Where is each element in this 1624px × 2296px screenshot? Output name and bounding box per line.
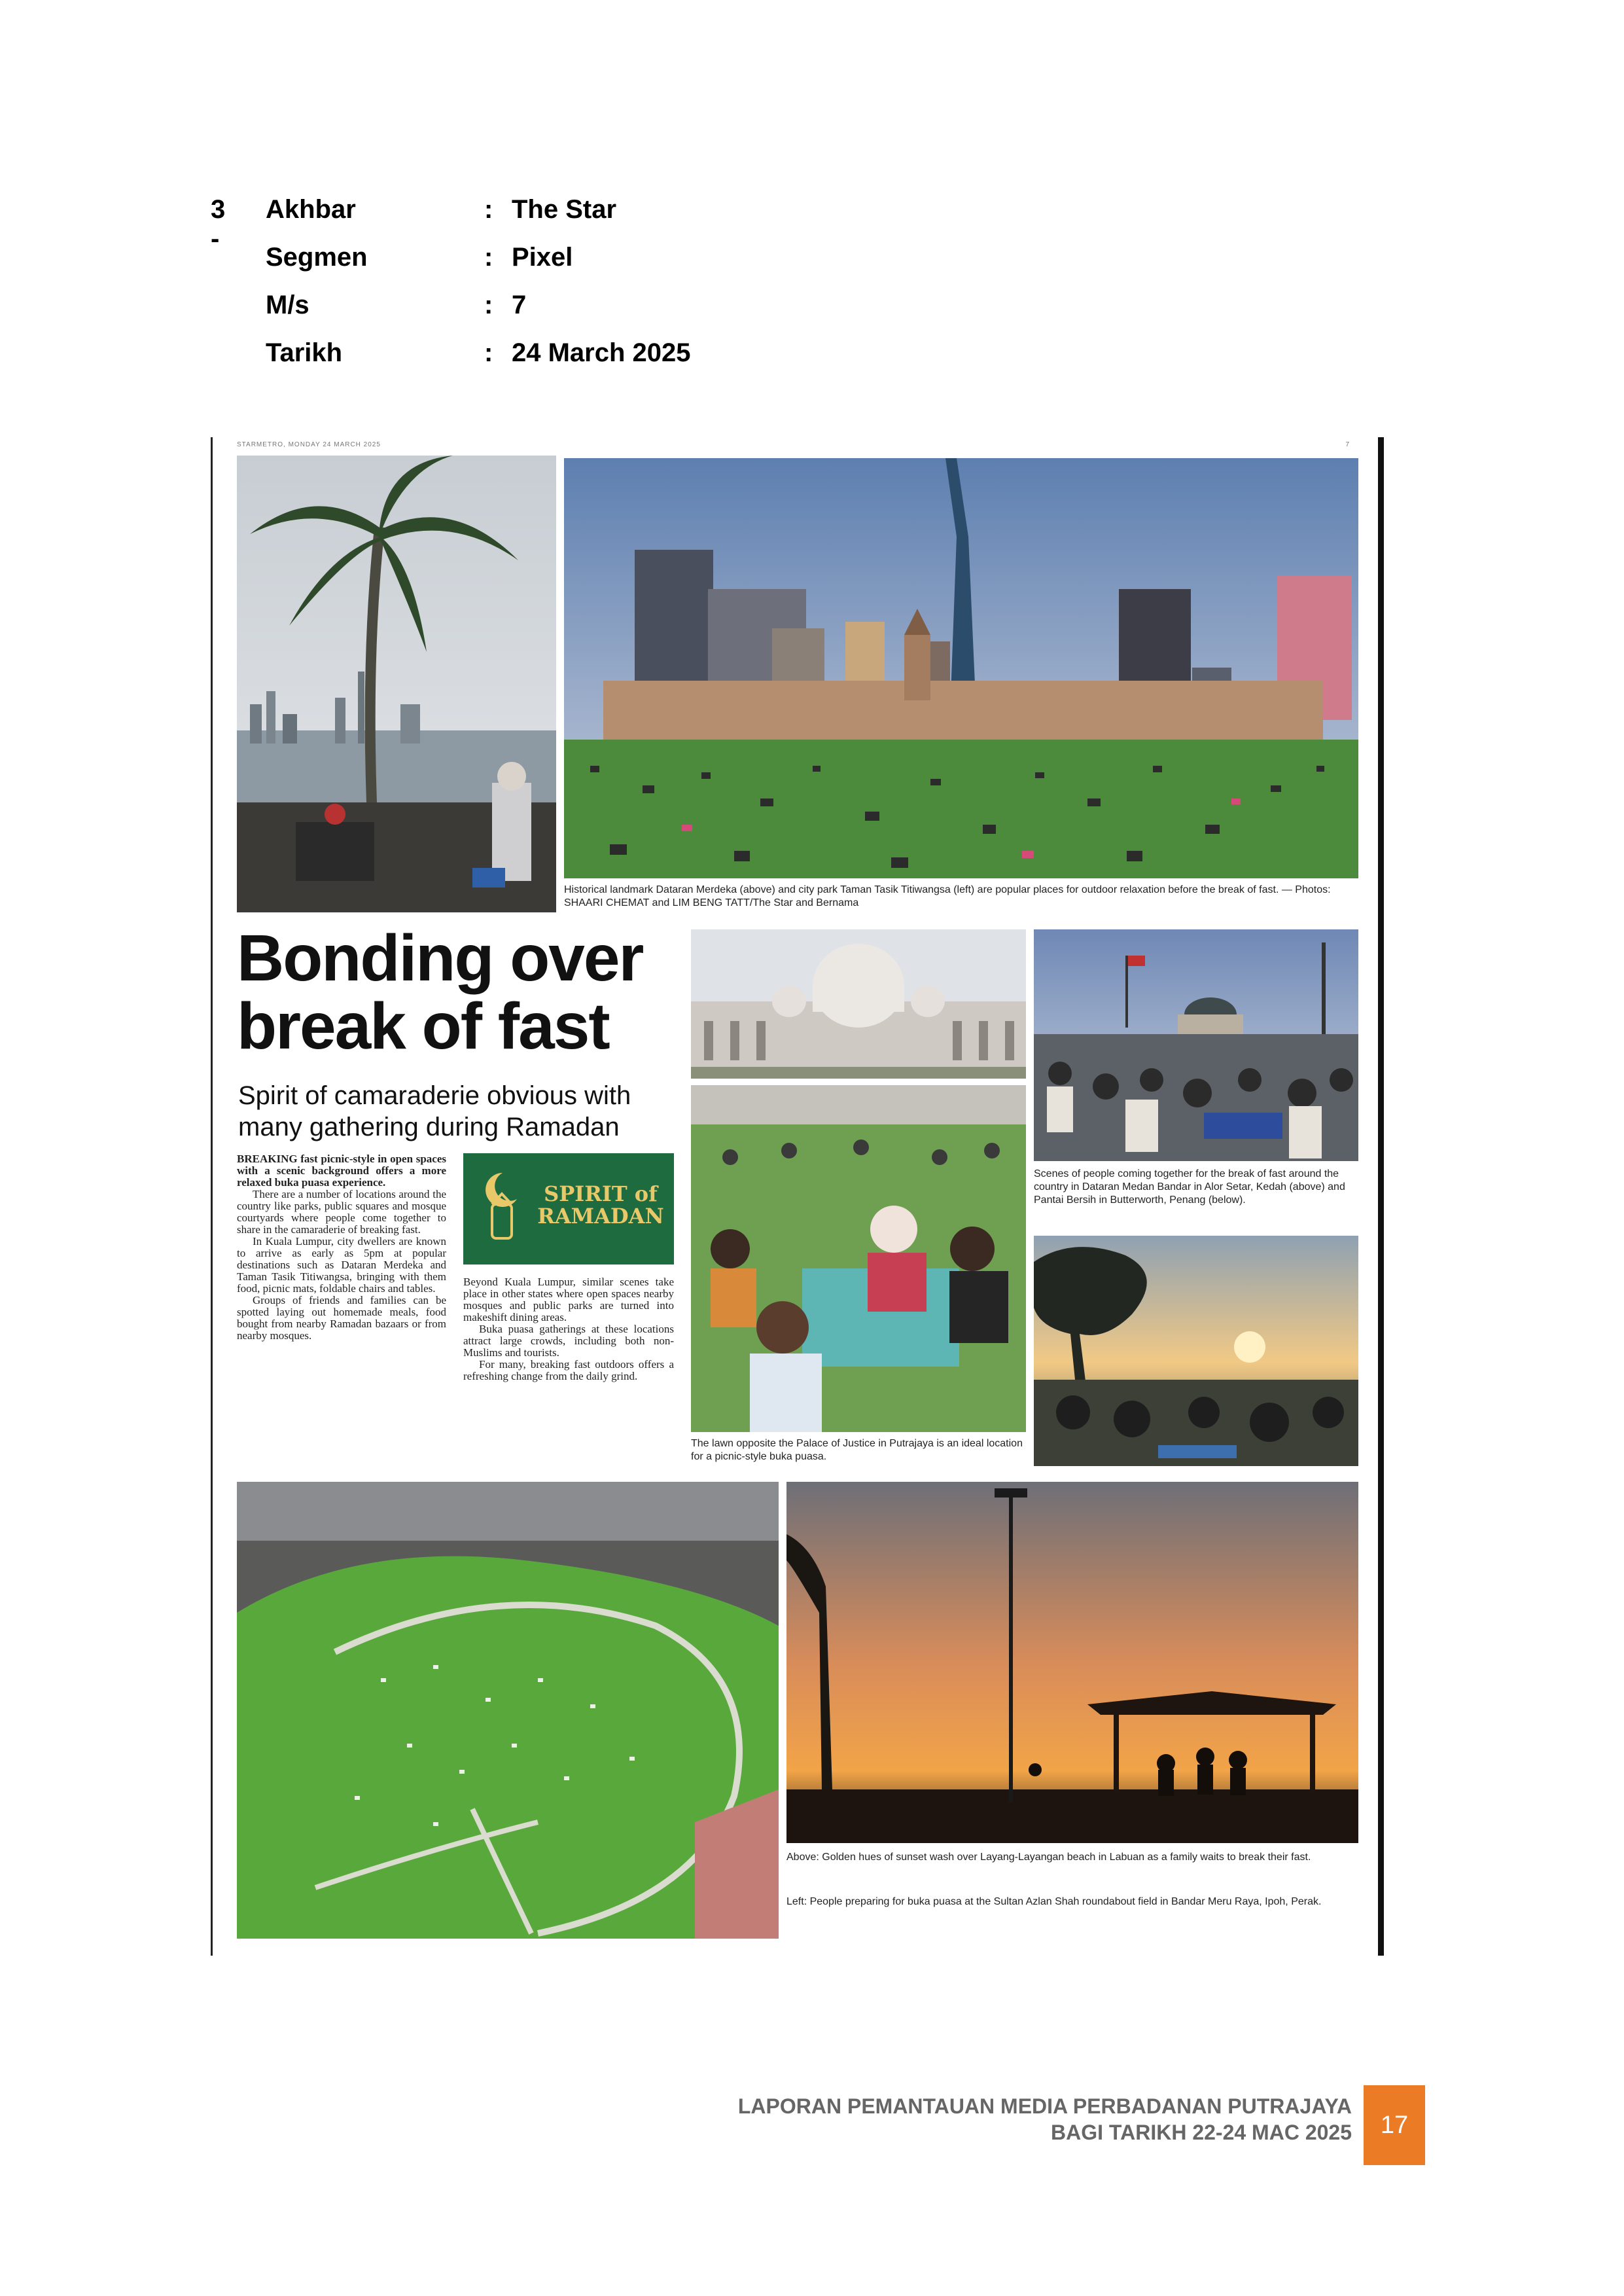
caption-top: Historical landmark Dataran Merdeka (above) and city park Taman Tasik Titiwangsa (left) are popular places for outdoor relaxation before the break of fast. — Photos: SHAARI CHEMAT and LIM BENG TATT/The Star and Bernama xyxy=(564,884,1331,908)
meta-colon: : xyxy=(484,338,493,367)
photo-ipoh-roundabout xyxy=(237,1482,779,1939)
clipping-border-left xyxy=(211,437,213,1956)
clipping-page-header xyxy=(237,441,1362,450)
page-header-right: 7 xyxy=(1345,441,1349,448)
body-paragraph: There are a number of locations around the country like parks, public squares and mosque courtyards where people come together to share in the camaraderie of breaking fast. xyxy=(237,1188,446,1236)
ramadan-logo-text: SPIRIT of RAMADAN xyxy=(537,1181,664,1229)
spirit-of-ramadan-logo xyxy=(463,1153,674,1265)
meta-value: 7 xyxy=(512,291,527,319)
meta-label: Segmen xyxy=(266,243,368,272)
meta-value: Pixel xyxy=(512,243,573,272)
body-paragraph: Buka puasa gatherings at these locations attract large crowds, including both non-Muslims and tourists. xyxy=(463,1323,674,1359)
meta-value: 24 March 2025 xyxy=(512,338,691,367)
caption-labuan-sunset: Above: Golden hues of sunset wash over Layang-Layangan beach in Labuan as a family waits to break their fast. xyxy=(786,1852,1311,1863)
caption-ipoh-roundabout: Left: People preparing for buka puasa at the Sultan Azlan Shah roundabout field in Bandar Meru Raya, Ipoh, Perak. xyxy=(786,1896,1322,1907)
headline: Bonding over break of fast xyxy=(237,922,643,1063)
meta-colon: : xyxy=(484,291,493,319)
body-paragraph: For many, breaking fast outdoors offers a refreshing change from the daily grind. xyxy=(463,1358,674,1382)
footer-title: LAPORAN PEMANTAUAN MEDIA PERBADANAN PUTRAJAYA xyxy=(737,2094,1352,2118)
body-column-1 xyxy=(237,1153,446,1342)
item-number: 3 - xyxy=(211,195,226,253)
meta-colon: : xyxy=(484,243,493,272)
meta-label: Tarikh xyxy=(266,338,343,367)
page-header-left: STARMETRO, MONDAY 24 MARCH 2025 xyxy=(237,441,381,448)
subheadline: Spirit of camaraderie obvious with many gathering during Ramadan xyxy=(238,1081,631,1141)
body-paragraph: BREAKING fast picnic-style in open spaces with a scenic background offers a more relaxed buka puasa experience. xyxy=(237,1153,446,1189)
body-paragraph: Groups of friends and families can be spotted laying out homemade meals, food bought from nearby Ramadan bazaars or from nearby mosques. xyxy=(237,1294,446,1342)
meta-label: Akhbar xyxy=(266,195,356,224)
meta-label: M/s xyxy=(266,291,309,319)
page-number-badge: 17 xyxy=(1364,2085,1425,2165)
clipping-border-right xyxy=(1378,437,1384,1956)
photo-dataran-merdeka xyxy=(564,458,1358,878)
body-paragraph: Beyond Kuala Lumpur, similar scenes take place in other states where open spaces nearby mosques and public parks are turned into makeshift dining areas. xyxy=(463,1276,674,1323)
photo-putrajaya-picnic xyxy=(691,1085,1026,1432)
photo-alor-setar xyxy=(1034,929,1358,1161)
photo-labuan-sunset xyxy=(786,1482,1358,1843)
caption-palace-of-justice: The lawn opposite the Palace of Justice in Putrajaya is an ideal location for a picnic-style buka puasa. xyxy=(691,1438,1023,1462)
footer-date-range: BAGI TARIKH 22-24 MAC 2025 xyxy=(1051,2121,1352,2144)
meta-value: The Star xyxy=(512,195,617,224)
meta-colon: : xyxy=(484,195,493,224)
photo-titiwangsa-park xyxy=(237,456,556,912)
body-column-2 xyxy=(463,1276,674,1382)
report-footer xyxy=(738,2093,1352,2145)
caption-scenes: Scenes of people coming together for the break of fast around the country in Dataran Medan Bandar in Alor Setar, Kedah (above) and Pantai Bersih in Butterworth, Penang (below). xyxy=(1034,1168,1345,1206)
photo-butterworth xyxy=(1034,1236,1358,1466)
body-paragraph: In Kuala Lumpur, city dwellers are known to arrive as early as 5pm at popular destinations such as Dataran Merdeka and Taman Tasik Titiwangsa, bringing with them food, picnic mats, foldable chairs and tables. xyxy=(237,1235,446,1295)
photo-palace-of-justice xyxy=(691,929,1026,1079)
